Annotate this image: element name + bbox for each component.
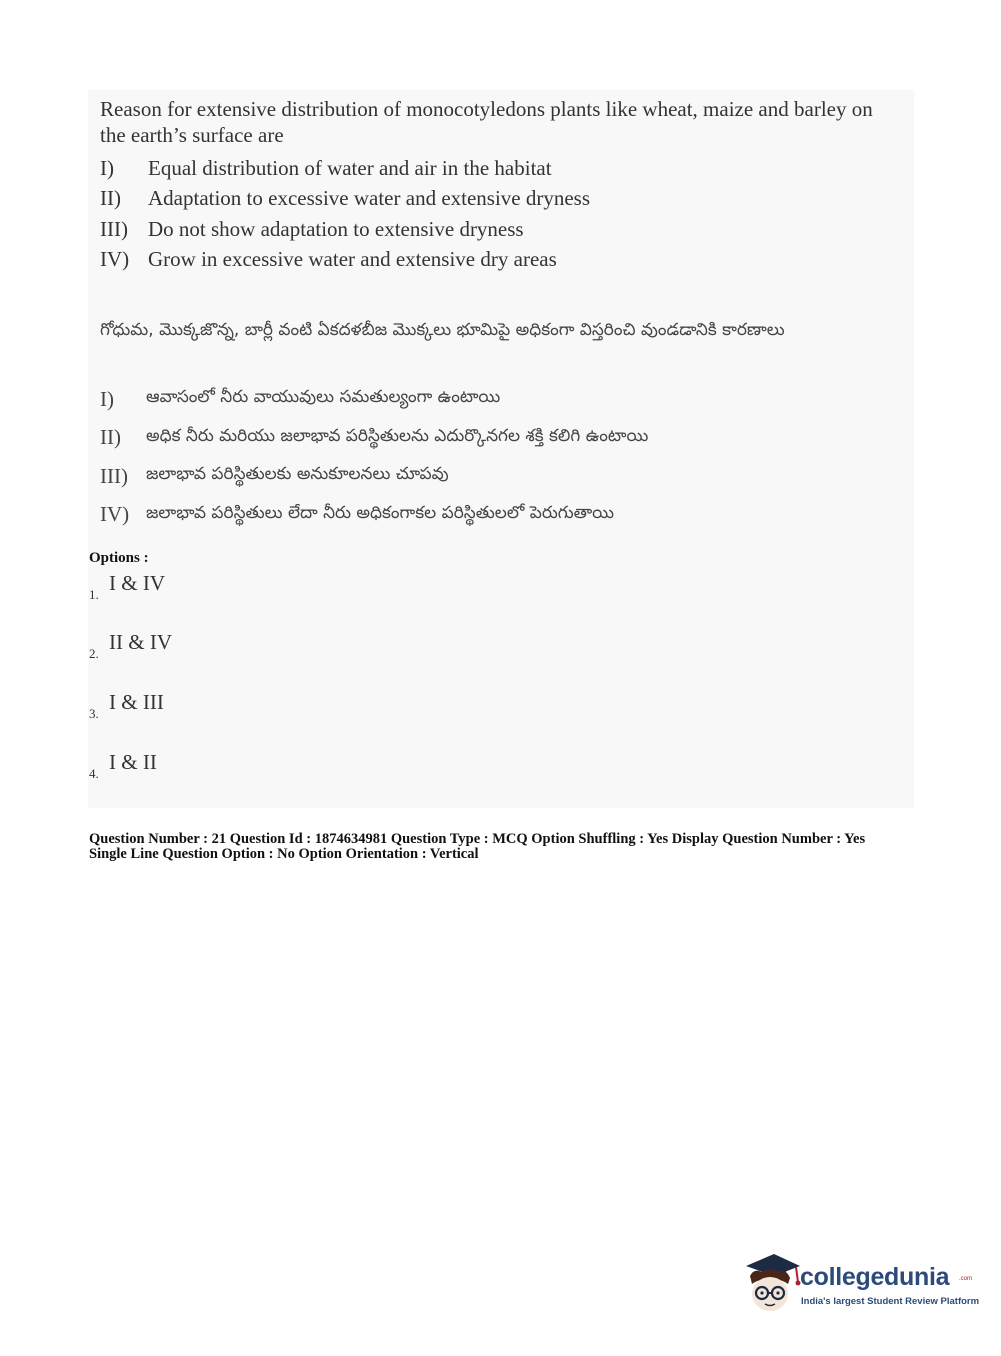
statement-text: అధిక నీరు మరియు జలాభావ పరిస్థితులను ఎదుర్కొనగల శక్తి కలిగి ఉంటాయి	[146, 425, 649, 446]
statement-number: IV)	[100, 502, 130, 527]
statement-number: IV)	[100, 247, 130, 272]
option-value: II & IV	[109, 630, 172, 654]
brand-suffix: .com	[959, 1276, 973, 1282]
option-value: I & III	[109, 690, 164, 714]
telugu-statement-ii	[100, 419, 648, 458]
brand-tagline: India's largest Student Review Platform	[801, 1296, 980, 1307]
option-index: 1.	[89, 587, 99, 602]
option-index: 3.	[89, 706, 99, 721]
statement-text: Equal distribution of water and air in the habitat	[148, 155, 552, 180]
options-label: Options :	[89, 550, 149, 566]
statement-number: III)	[100, 463, 128, 488]
telugu-statements	[100, 380, 648, 534]
statement-number: II)	[100, 186, 121, 211]
metadata-line-2: Single Line Question Option : No Option Orientation : Vertical	[89, 846, 479, 862]
telugu-statement-i	[100, 380, 648, 419]
question-metadata	[89, 832, 969, 862]
option-value: I & II	[109, 750, 157, 774]
statement-text: Grow in excessive water and extensive dry areas	[148, 247, 557, 272]
english-statements	[100, 153, 590, 275]
statement-ii	[100, 184, 590, 215]
statement-text: ఆవాసంలో నీరు వాయువులు సమతుల్యంగా ఉంటాయి	[146, 387, 501, 408]
student-mascot-icon	[740, 1250, 802, 1318]
statement-text: Adaptation to excessive water and extensive dryness	[148, 186, 591, 211]
statement-number: I)	[100, 155, 114, 180]
statement-text: జలాభావ పరిస్థితులు లేదా నీరు అధికంగాకల పరిస్థితులలో పెరుగుతాయి	[146, 502, 615, 523]
statement-i	[100, 153, 590, 184]
question-text-telugu: గోధుమ, మొక్కజొన్న, బార్లీ వంటి ఏకదళబీజ మొక్కలు భూమిపై అధికంగా విస్తరించి వుండడానికి కారణాలు	[100, 320, 785, 340]
brand-name: collegedunia	[800, 1263, 950, 1291]
collegedunia-logo[interactable]	[740, 1250, 980, 1320]
statement-number: III)	[100, 216, 128, 241]
telugu-statement-iii	[100, 457, 648, 496]
metadata-line-1: Question Number : 21 Question Id : 1874634981 Question Type : MCQ Option Shuffling : Yes Display Question Number : Yes	[89, 831, 866, 847]
option-index: 4.	[89, 766, 99, 781]
question-text-english: Reason for extensive distribution of monocotyledons plants like wheat, maize and barley on the earth’s surface are	[100, 97, 873, 147]
option-index: 2.	[89, 646, 99, 661]
statement-number: II)	[100, 425, 121, 450]
telugu-statement-iv	[100, 496, 648, 535]
statement-iii	[100, 214, 590, 245]
statement-number: I)	[100, 386, 114, 411]
statement-text: Do not show adaptation to extensive dryness	[148, 216, 524, 241]
statement-iv	[100, 245, 590, 276]
statement-text: జలాభావ పరిస్థితులకు అనుకూలనలు చూపవు	[146, 464, 449, 485]
option-value: I & IV	[109, 571, 165, 595]
